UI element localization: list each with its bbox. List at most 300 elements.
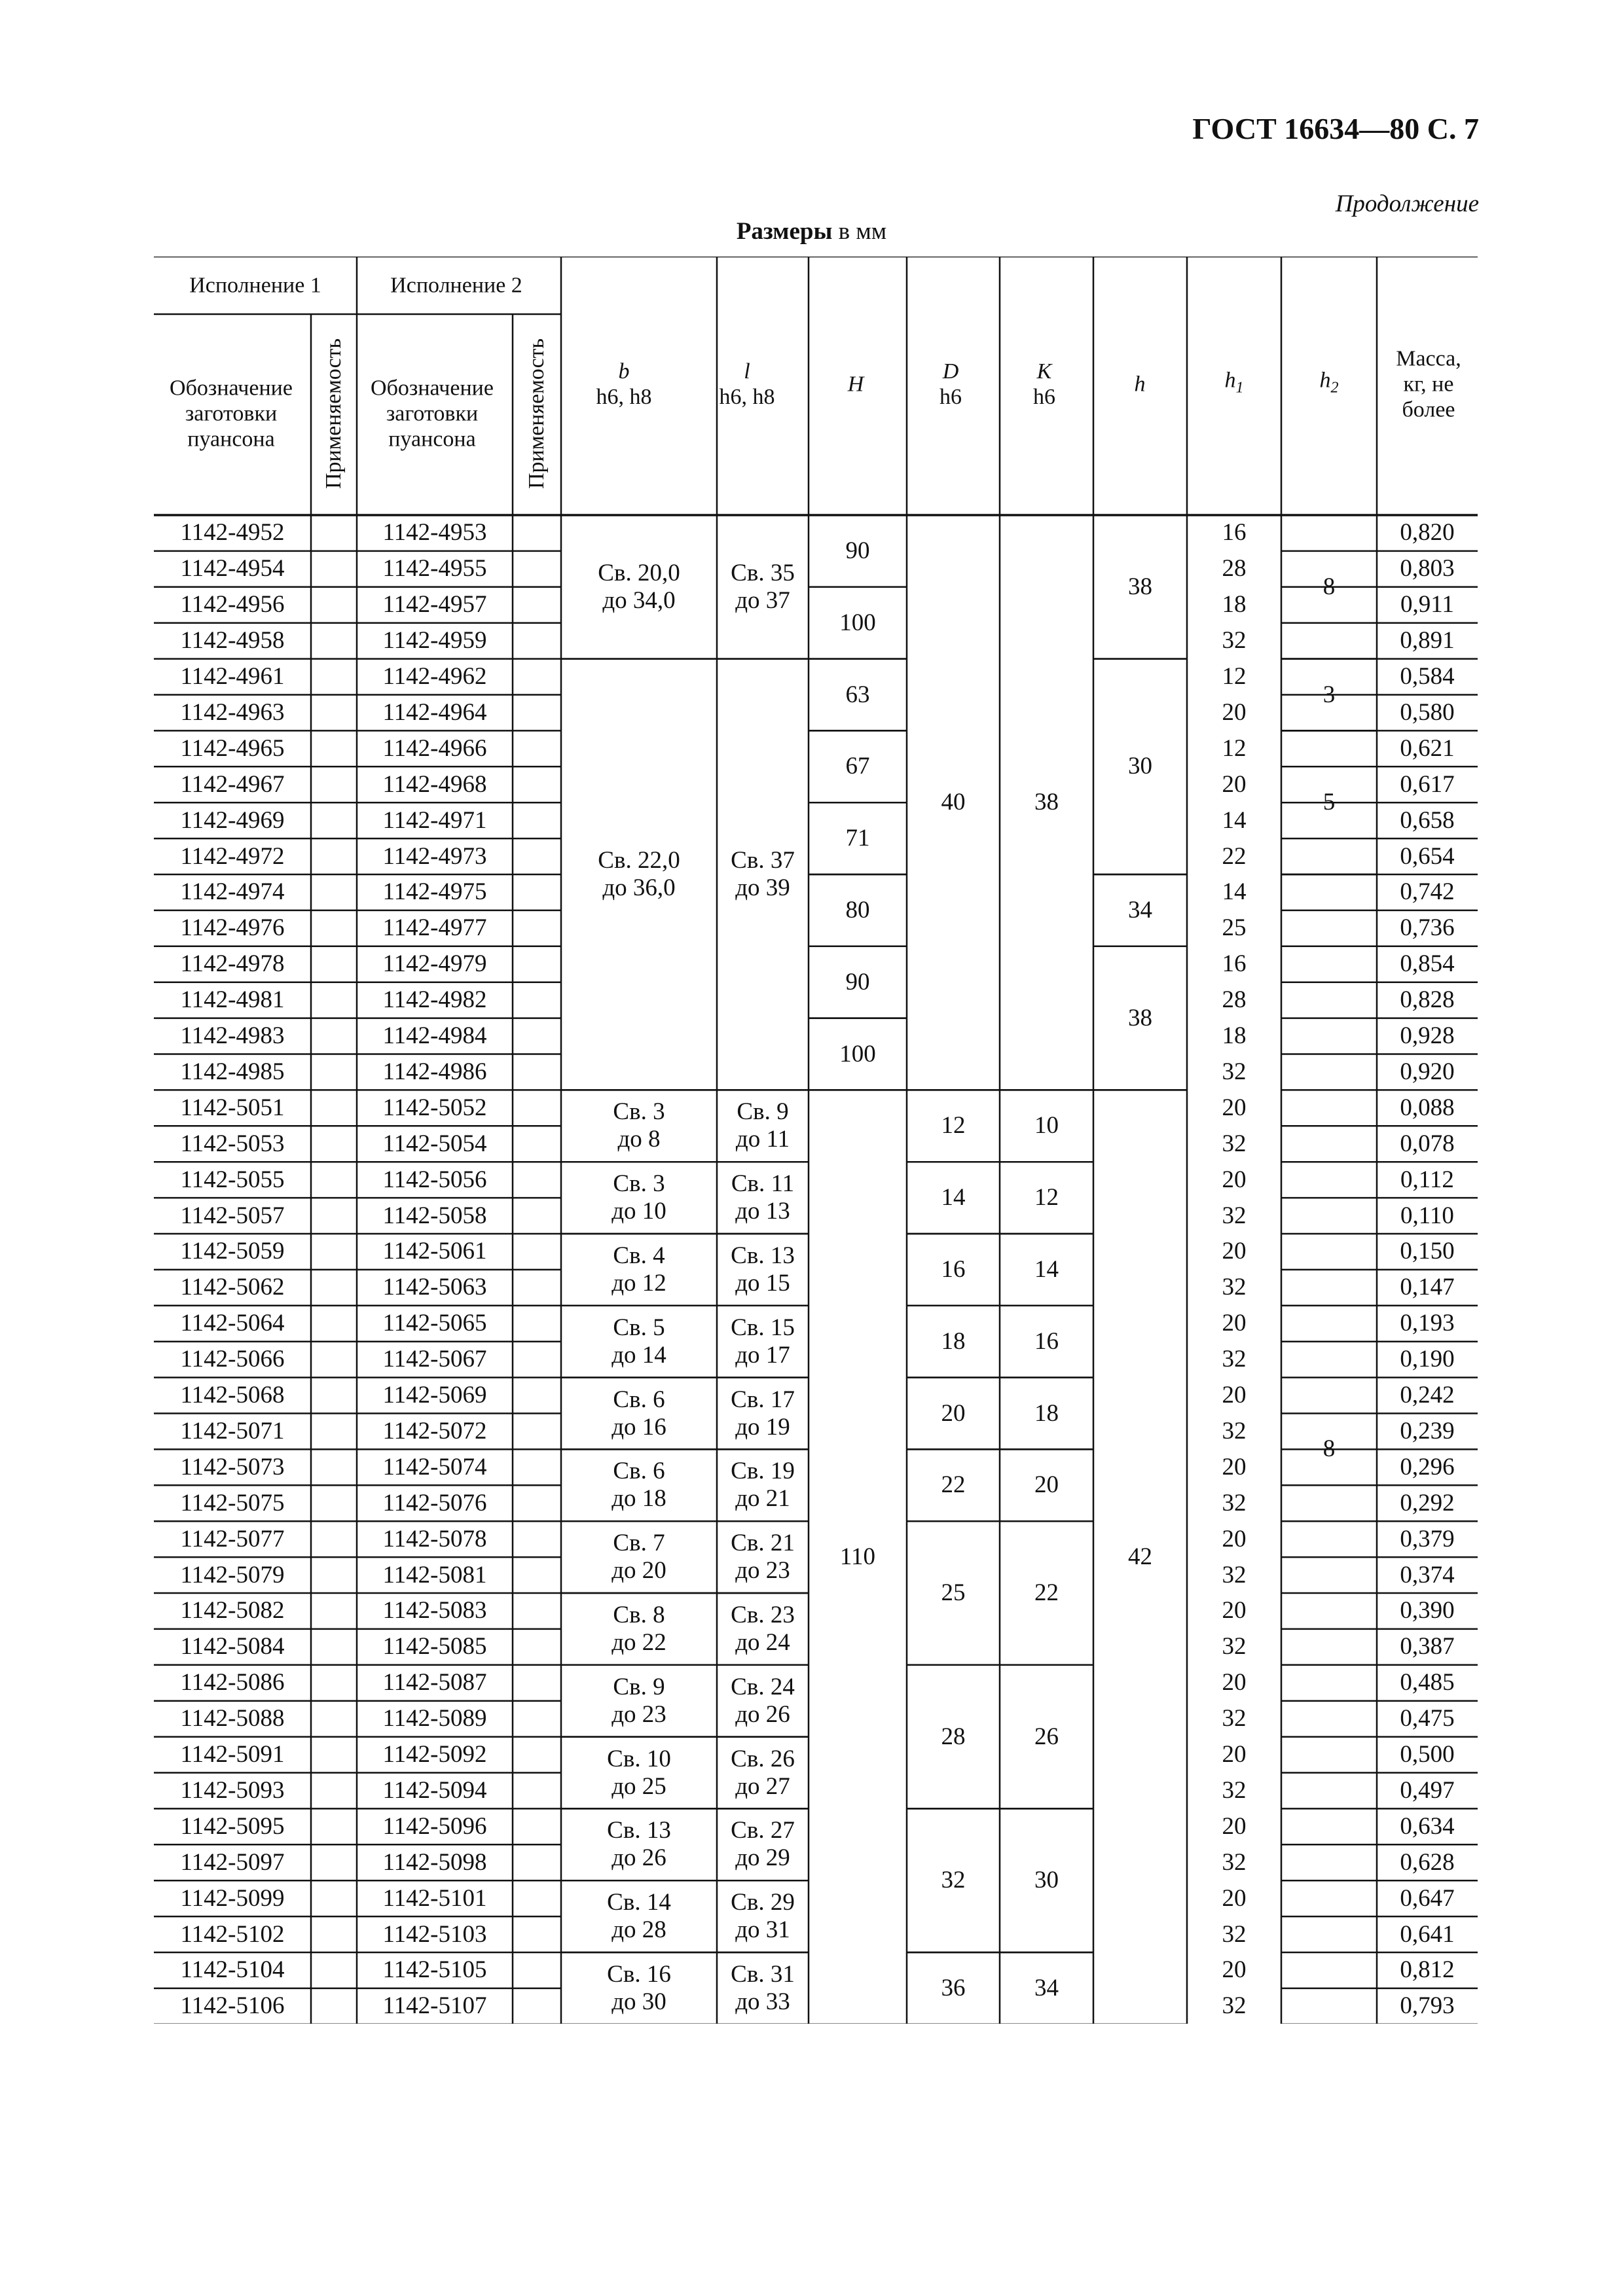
- D-cell: [941, 1471, 966, 1499]
- b-cell: [611, 1386, 666, 1441]
- mass-cell: 0,928: [1400, 1022, 1455, 1050]
- h1-cell: 32: [1222, 1705, 1247, 1732]
- D-cell: [941, 1723, 966, 1751]
- b-cell-line: до 22: [611, 1628, 666, 1656]
- l-cell: [731, 1530, 795, 1585]
- l-cell-line: до 29: [735, 1844, 790, 1872]
- h1-cell: 20: [1222, 1525, 1247, 1552]
- designation-1-cell: 1142-4961: [180, 663, 285, 691]
- designation-1-cell: 1142-5068: [180, 1382, 285, 1409]
- D-cell-line: 28: [941, 1723, 966, 1750]
- mass-cell: 0,628: [1400, 1848, 1455, 1876]
- designation-2-cell: 1142-4964: [382, 698, 487, 726]
- designation-1-cell: 1142-4956: [180, 591, 285, 619]
- designation-1-cell: 1142-4969: [180, 806, 285, 834]
- H-cell: [840, 1543, 875, 1571]
- mass-cell: 0,387: [1400, 1633, 1455, 1660]
- mass-cell: 0,580: [1400, 698, 1455, 726]
- l-cell: [731, 1889, 795, 1944]
- header-l-tolerance: h6, h8: [719, 385, 775, 409]
- h1-cell: 14: [1222, 878, 1247, 906]
- designation-1-cell: 1142-4981: [180, 986, 285, 1014]
- designation-1-cell: 1142-4954: [180, 555, 285, 583]
- h-cell-line: 42: [1128, 1543, 1152, 1571]
- designation-1-cell: 1142-4965: [180, 734, 285, 762]
- h-cell-line: 38: [1128, 573, 1152, 600]
- l-cell-line: до 13: [735, 1198, 790, 1225]
- designation-1-cell: 1142-4978: [180, 950, 285, 978]
- h1-cell: 28: [1222, 986, 1247, 1014]
- mass-cell: 0,812: [1400, 1956, 1455, 1984]
- header-h1: [1225, 368, 1244, 401]
- K-cell: [1034, 1184, 1059, 1211]
- header-mass: Масса, кг, не более: [1396, 346, 1461, 422]
- mass-cell: 0,742: [1400, 878, 1455, 906]
- l-cell-line: Св. 37: [731, 847, 795, 874]
- b-cell-line: Св. 6: [613, 1458, 665, 1485]
- b-cell: [613, 1098, 665, 1153]
- h1-cell: 22: [1222, 842, 1247, 870]
- H-cell: [846, 681, 870, 709]
- mass-cell: 0,390: [1400, 1597, 1455, 1624]
- H-cell-line: 110: [839, 1543, 876, 1571]
- designation-1-cell: 1142-4983: [180, 1022, 285, 1050]
- H-cell: [846, 537, 870, 565]
- designation-2-cell: 1142-5089: [382, 1705, 487, 1732]
- designation-1-cell: 1142-5073: [180, 1453, 285, 1480]
- D-cell-line: 14: [941, 1184, 966, 1211]
- b-cell-line: Св. 5: [613, 1314, 665, 1341]
- header-applicability-2: Применяемость: [524, 338, 549, 490]
- designation-1-cell: 1142-4976: [180, 914, 285, 942]
- designation-2-cell: 1142-5074: [382, 1453, 487, 1480]
- b-cell-line: до 28: [611, 1916, 666, 1944]
- designation-2-cell: 1142-4959: [382, 627, 487, 655]
- D-cell: [941, 1400, 966, 1427]
- h1-cell: 18: [1222, 591, 1247, 619]
- l-cell-line: до 15: [735, 1269, 790, 1297]
- K-cell-line: 30: [1034, 1867, 1059, 1894]
- D-cell-line: 25: [941, 1579, 966, 1606]
- l-cell: [731, 1458, 795, 1513]
- header-h2-base: h: [1319, 368, 1331, 393]
- designation-1-cell: 1142-5088: [180, 1705, 285, 1732]
- H-cell-line: 71: [845, 825, 870, 852]
- h1-cell: 32: [1222, 1274, 1247, 1301]
- b-cell-line: до 14: [611, 1341, 666, 1369]
- l-cell: [731, 1746, 795, 1801]
- designation-2-cell: 1142-5069: [382, 1382, 487, 1409]
- h2-cell: [1323, 1435, 1336, 1463]
- H-cell: [839, 1041, 876, 1068]
- mass-cell: 0,379: [1400, 1525, 1455, 1552]
- b-cell-line: до 12: [611, 1269, 666, 1297]
- K-cell-line: 12: [1034, 1184, 1059, 1211]
- K-cell: [1034, 1112, 1059, 1139]
- b-cell: [607, 1746, 671, 1801]
- designation-2-cell: 1142-4955: [382, 555, 487, 583]
- mass-cell: 0,920: [1400, 1058, 1455, 1085]
- h1-cell: 16: [1222, 950, 1247, 978]
- h1-cell: 20: [1222, 1884, 1247, 1912]
- h1-cell: 32: [1222, 1202, 1247, 1229]
- header-K-tolerance: h6: [1033, 385, 1055, 409]
- designation-2-cell: 1142-4975: [382, 878, 487, 906]
- D-cell: [941, 1112, 966, 1139]
- mass-cell: 0,239: [1400, 1417, 1455, 1444]
- designation-2-cell: 1142-4966: [382, 734, 487, 762]
- header-applicability-1: Применяемость: [321, 338, 346, 490]
- D-cell: [941, 1579, 966, 1607]
- l-cell-line: Св. 27: [731, 1817, 795, 1844]
- b-cell: [598, 560, 680, 615]
- mass-cell: 0,820: [1400, 519, 1455, 547]
- mass-cell: 0,654: [1400, 842, 1455, 870]
- l-cell-line: Св. 29: [731, 1889, 795, 1916]
- designation-1-cell: 1142-4952: [180, 519, 285, 547]
- b-cell-line: до 18: [611, 1485, 666, 1513]
- mass-cell: 0,147: [1400, 1274, 1455, 1301]
- b-cell-line: Св. 6: [613, 1386, 665, 1413]
- mass-cell: 0,658: [1400, 806, 1455, 834]
- header-h2: [1320, 368, 1339, 401]
- b-cell-line: Св. 7: [613, 1530, 665, 1557]
- b-cell-line: Св. 20,0: [598, 559, 680, 586]
- K-cell-line: 14: [1034, 1255, 1059, 1283]
- designation-1-cell: 1142-5055: [180, 1166, 285, 1193]
- D-cell: [941, 789, 966, 816]
- b-cell: [611, 1170, 666, 1225]
- H-cell: [846, 969, 870, 996]
- designation-1-cell: 1142-5082: [180, 1597, 285, 1624]
- l-cell-line: Св. 19: [731, 1458, 795, 1485]
- K-cell: [1034, 1867, 1059, 1894]
- header-designation-2: Обозначение заготовки пуансона: [371, 376, 494, 452]
- header-h2-sub: 2: [1330, 379, 1339, 397]
- l-cell: [731, 1242, 795, 1297]
- designation-2-cell: 1142-5072: [382, 1417, 487, 1444]
- header-b-symbol: b: [618, 359, 630, 384]
- b-cell-line: до 26: [611, 1844, 666, 1872]
- mass-cell: 0,242: [1400, 1382, 1455, 1409]
- l-cell-line: Св. 35: [731, 559, 795, 586]
- units-caption-rest: в мм: [832, 218, 887, 245]
- H-cell: [846, 897, 870, 924]
- designation-2-cell: 1142-4957: [382, 591, 487, 619]
- designation-1-cell: 1142-4967: [180, 770, 285, 798]
- h1-cell: 20: [1222, 698, 1247, 726]
- designation-2-cell: 1142-5056: [382, 1166, 487, 1193]
- h1-cell: 32: [1222, 1417, 1247, 1444]
- b-cell: [611, 1458, 666, 1513]
- header-K-symbol: K: [1036, 359, 1052, 384]
- b-cell-line: Св. 13: [607, 1817, 671, 1844]
- D-cell-line: 16: [941, 1255, 966, 1283]
- standard-header: ГОСТ 16634—80 С. 7: [1192, 112, 1479, 145]
- h2-cell-line: 8: [1322, 1435, 1336, 1463]
- designation-2-cell: 1142-5098: [382, 1848, 487, 1876]
- h1-cell: 32: [1222, 1920, 1247, 1948]
- b-cell: [611, 1530, 666, 1585]
- h1-cell: 20: [1222, 1669, 1247, 1696]
- h1-cell: 32: [1222, 1776, 1247, 1804]
- l-cell-line: до 17: [735, 1341, 790, 1369]
- mass-cell: 0,641: [1400, 1920, 1455, 1948]
- designation-2-cell: 1142-5105: [382, 1956, 487, 1984]
- designation-2-cell: 1142-5067: [382, 1346, 487, 1373]
- b-cell-line: Св. 14: [607, 1889, 671, 1916]
- D-cell: [941, 1256, 966, 1283]
- h1-cell: 25: [1222, 914, 1247, 942]
- mass-cell: 0,485: [1400, 1669, 1455, 1696]
- mass-cell: 0,803: [1400, 555, 1455, 583]
- designation-1-cell: 1142-5053: [180, 1130, 285, 1157]
- l-cell-line: Св. 17: [731, 1386, 795, 1413]
- designation-2-cell: 1142-5101: [382, 1884, 487, 1912]
- H-cell-line: 80: [845, 896, 870, 924]
- header-K: [1033, 359, 1055, 410]
- b-cell: [611, 1314, 666, 1369]
- mass-cell: 0,193: [1400, 1310, 1455, 1337]
- h1-cell: 20: [1222, 1453, 1247, 1480]
- h-cell: [1128, 573, 1152, 601]
- h1-cell: 16: [1222, 519, 1247, 547]
- h1-cell: 20: [1222, 1812, 1247, 1840]
- b-cell-line: Св. 8: [613, 1601, 665, 1628]
- designation-2-cell: 1142-4973: [382, 842, 487, 870]
- designation-2-cell: 1142-5096: [382, 1812, 487, 1840]
- H-cell: [846, 825, 870, 852]
- header-H: H: [847, 372, 864, 397]
- l-cell-line: Св. 13: [731, 1242, 795, 1269]
- header-l-symbol: l: [744, 359, 750, 384]
- mass-cell: 0,828: [1400, 986, 1455, 1014]
- designation-2-cell: 1142-5076: [382, 1489, 487, 1516]
- designation-2-cell: 1142-4979: [382, 950, 487, 978]
- mass-cell: 0,617: [1400, 770, 1455, 798]
- H-cell-line: 90: [845, 537, 870, 564]
- designation-2-cell: 1142-5063: [382, 1274, 487, 1301]
- header-D-tolerance: h6: [939, 385, 962, 409]
- D-cell-line: 12: [941, 1112, 966, 1139]
- designation-1-cell: 1142-5104: [180, 1956, 285, 1984]
- D-cell-line: 22: [941, 1471, 966, 1499]
- H-cell-line: 100: [839, 1040, 876, 1067]
- b-cell: [607, 1817, 671, 1872]
- h-cell: [1128, 753, 1152, 780]
- b-cell-line: Св. 3: [613, 1170, 665, 1198]
- designation-1-cell: 1142-5059: [180, 1238, 285, 1265]
- designation-2-cell: 1142-4984: [382, 1022, 487, 1050]
- K-cell: [1034, 1579, 1059, 1607]
- H-cell-line: 100: [839, 609, 876, 636]
- l-cell: [731, 1386, 795, 1441]
- designation-1-cell: 1142-4972: [180, 842, 285, 870]
- h-cell-line: 34: [1128, 896, 1152, 924]
- designation-1-cell: 1142-5097: [180, 1848, 285, 1876]
- designation-1-cell: 1142-5086: [180, 1669, 285, 1696]
- h2-cell-line: 3: [1322, 681, 1336, 708]
- h2-cell: [1323, 789, 1336, 816]
- designation-1-cell: 1142-4958: [180, 627, 285, 655]
- K-cell: [1034, 1256, 1059, 1283]
- h1-cell: 32: [1222, 1130, 1247, 1157]
- l-cell-line: Св. 21: [731, 1530, 795, 1557]
- b-cell-line: до 36,0: [602, 874, 676, 901]
- header-h: h: [1134, 372, 1146, 397]
- h1-cell: 20: [1222, 770, 1247, 798]
- h1-cell: 20: [1222, 1310, 1247, 1337]
- h1-cell: 20: [1222, 1166, 1247, 1193]
- designation-2-cell: 1142-4962: [382, 663, 487, 691]
- b-cell-line: Св. 3: [613, 1098, 665, 1126]
- h1-cell: 18: [1222, 1022, 1247, 1050]
- mass-cell: 0,621: [1400, 734, 1455, 762]
- b-cell-line: до 34,0: [602, 586, 676, 614]
- h1-cell: 32: [1222, 1992, 1247, 2020]
- designation-2-cell: 1142-5058: [382, 1202, 487, 1229]
- D-cell-line: 18: [941, 1327, 966, 1355]
- K-cell-line: 18: [1034, 1399, 1059, 1427]
- header-ispolnenie-1: Исполнение 1: [189, 273, 321, 298]
- mass-cell: 0,112: [1400, 1166, 1454, 1193]
- h2-cell: [1323, 681, 1336, 709]
- h1-cell: 12: [1222, 734, 1247, 762]
- designation-1-cell: 1142-5091: [180, 1741, 285, 1768]
- mass-cell: 0,088: [1400, 1094, 1455, 1121]
- h1-cell: 20: [1222, 1597, 1247, 1624]
- mass-cell: 0,854: [1400, 950, 1455, 978]
- b-cell-line: до 30: [611, 1988, 666, 2015]
- h1-cell: 20: [1222, 1741, 1247, 1768]
- l-cell-line: Св. 11: [731, 1170, 795, 1198]
- l-cell-line: до 21: [735, 1485, 790, 1513]
- mass-cell: 0,736: [1400, 914, 1455, 942]
- h1-cell: 12: [1222, 663, 1247, 691]
- l-cell: [731, 1961, 795, 2016]
- K-cell-line: 20: [1034, 1471, 1059, 1499]
- l-cell: [731, 1817, 795, 1872]
- designation-2-cell: 1142-5061: [382, 1238, 487, 1265]
- K-cell-line: 38: [1034, 789, 1059, 816]
- designation-1-cell: 1142-4985: [180, 1058, 285, 1085]
- designation-1-cell: 1142-5084: [180, 1633, 285, 1660]
- b-cell-line: до 20: [611, 1557, 666, 1585]
- mass-cell: 0,292: [1400, 1489, 1455, 1516]
- D-cell: [941, 1328, 966, 1355]
- designation-1-cell: 1142-5062: [180, 1274, 285, 1301]
- h-cell-line: 30: [1128, 753, 1152, 780]
- designation-1-cell: 1142-5071: [180, 1417, 285, 1444]
- b-cell: [611, 1602, 666, 1657]
- b-cell-line: Св. 16: [607, 1960, 671, 1988]
- designation-2-cell: 1142-5054: [382, 1130, 487, 1157]
- designation-2-cell: 1142-5078: [382, 1525, 487, 1552]
- H-cell: [839, 609, 876, 637]
- h1-cell: 32: [1222, 1346, 1247, 1373]
- mass-cell: 0,078: [1400, 1130, 1455, 1157]
- l-cell: [731, 1674, 795, 1729]
- mass-cell: 0,190: [1400, 1346, 1455, 1373]
- b-cell: [607, 1889, 671, 1944]
- h1-cell: 32: [1222, 1633, 1247, 1660]
- D-cell: [941, 1867, 966, 1894]
- designation-2-cell: 1142-5065: [382, 1310, 487, 1337]
- designation-1-cell: 1142-5095: [180, 1812, 285, 1840]
- designation-2-cell: 1142-5094: [382, 1776, 487, 1804]
- l-cell-line: до 19: [735, 1413, 790, 1441]
- h-cell: [1128, 897, 1152, 924]
- l-cell-line: до 11: [735, 1126, 790, 1153]
- K-cell-line: 26: [1034, 1723, 1059, 1750]
- designation-1-cell: 1142-5077: [180, 1525, 285, 1552]
- D-cell-line: 32: [941, 1867, 966, 1894]
- D-cell-line: 40: [941, 789, 966, 816]
- l-cell: [736, 1098, 790, 1153]
- h1-cell: 32: [1222, 1561, 1247, 1588]
- b-cell: [611, 1242, 666, 1297]
- l-cell-line: Св. 23: [731, 1601, 795, 1628]
- K-cell-line: 22: [1034, 1579, 1059, 1606]
- h-cell: [1128, 1005, 1152, 1032]
- D-cell: [941, 1184, 966, 1211]
- l-cell: [731, 1314, 795, 1369]
- h1-cell: 32: [1222, 1848, 1247, 1876]
- designation-2-cell: 1142-4971: [382, 806, 487, 834]
- l-cell-line: до 33: [735, 1988, 790, 2015]
- continuation-label: Продолжение: [1335, 190, 1479, 217]
- l-cell-line: до 26: [735, 1700, 790, 1728]
- l-cell-line: Св. 9: [737, 1098, 789, 1126]
- b-cell-line: до 10: [611, 1198, 666, 1225]
- designation-1-cell: 1142-5106: [180, 1992, 285, 2020]
- designation-2-cell: 1142-5085: [382, 1633, 487, 1660]
- mass-cell: 0,296: [1400, 1453, 1455, 1480]
- h1-cell: 20: [1222, 1094, 1247, 1121]
- h-cell-line: 38: [1128, 1004, 1152, 1031]
- units-caption: [0, 217, 1623, 245]
- designation-1-cell: 1142-5075: [180, 1489, 285, 1516]
- designation-1-cell: 1142-5064: [180, 1310, 285, 1337]
- designation-2-cell: 1142-4968: [382, 770, 487, 798]
- header-D: [939, 359, 962, 410]
- K-cell-line: 34: [1034, 1974, 1059, 2001]
- h1-cell: 32: [1222, 1058, 1247, 1085]
- header-D-symbol: D: [942, 359, 959, 384]
- designation-1-cell: 1142-5051: [180, 1094, 285, 1121]
- H-cell-line: 67: [845, 753, 870, 780]
- designation-1-cell: 1142-4974: [180, 878, 285, 906]
- h2-cell-line: 8: [1322, 573, 1336, 600]
- mass-cell: 0,475: [1400, 1705, 1455, 1732]
- K-cell: [1034, 1975, 1059, 2002]
- h2-cell-line: 5: [1322, 789, 1336, 816]
- l-cell-line: до 31: [735, 1916, 790, 1944]
- b-cell-line: до 23: [611, 1700, 666, 1728]
- l-cell-line: Св. 26: [731, 1745, 795, 1772]
- b-cell: [607, 1961, 671, 2016]
- designation-1-cell: 1142-5099: [180, 1884, 285, 1912]
- mass-cell: 0,150: [1400, 1238, 1455, 1265]
- l-cell-line: Св. 31: [731, 1960, 795, 1988]
- mass-cell: 0,584: [1400, 663, 1455, 691]
- K-cell: [1034, 1471, 1059, 1499]
- D-cell-line: 36: [941, 1974, 966, 2001]
- h1-cell: 20: [1222, 1382, 1247, 1409]
- D-cell: [941, 1975, 966, 2002]
- l-cell: [731, 560, 795, 615]
- header-h1-sub: 1: [1235, 379, 1244, 397]
